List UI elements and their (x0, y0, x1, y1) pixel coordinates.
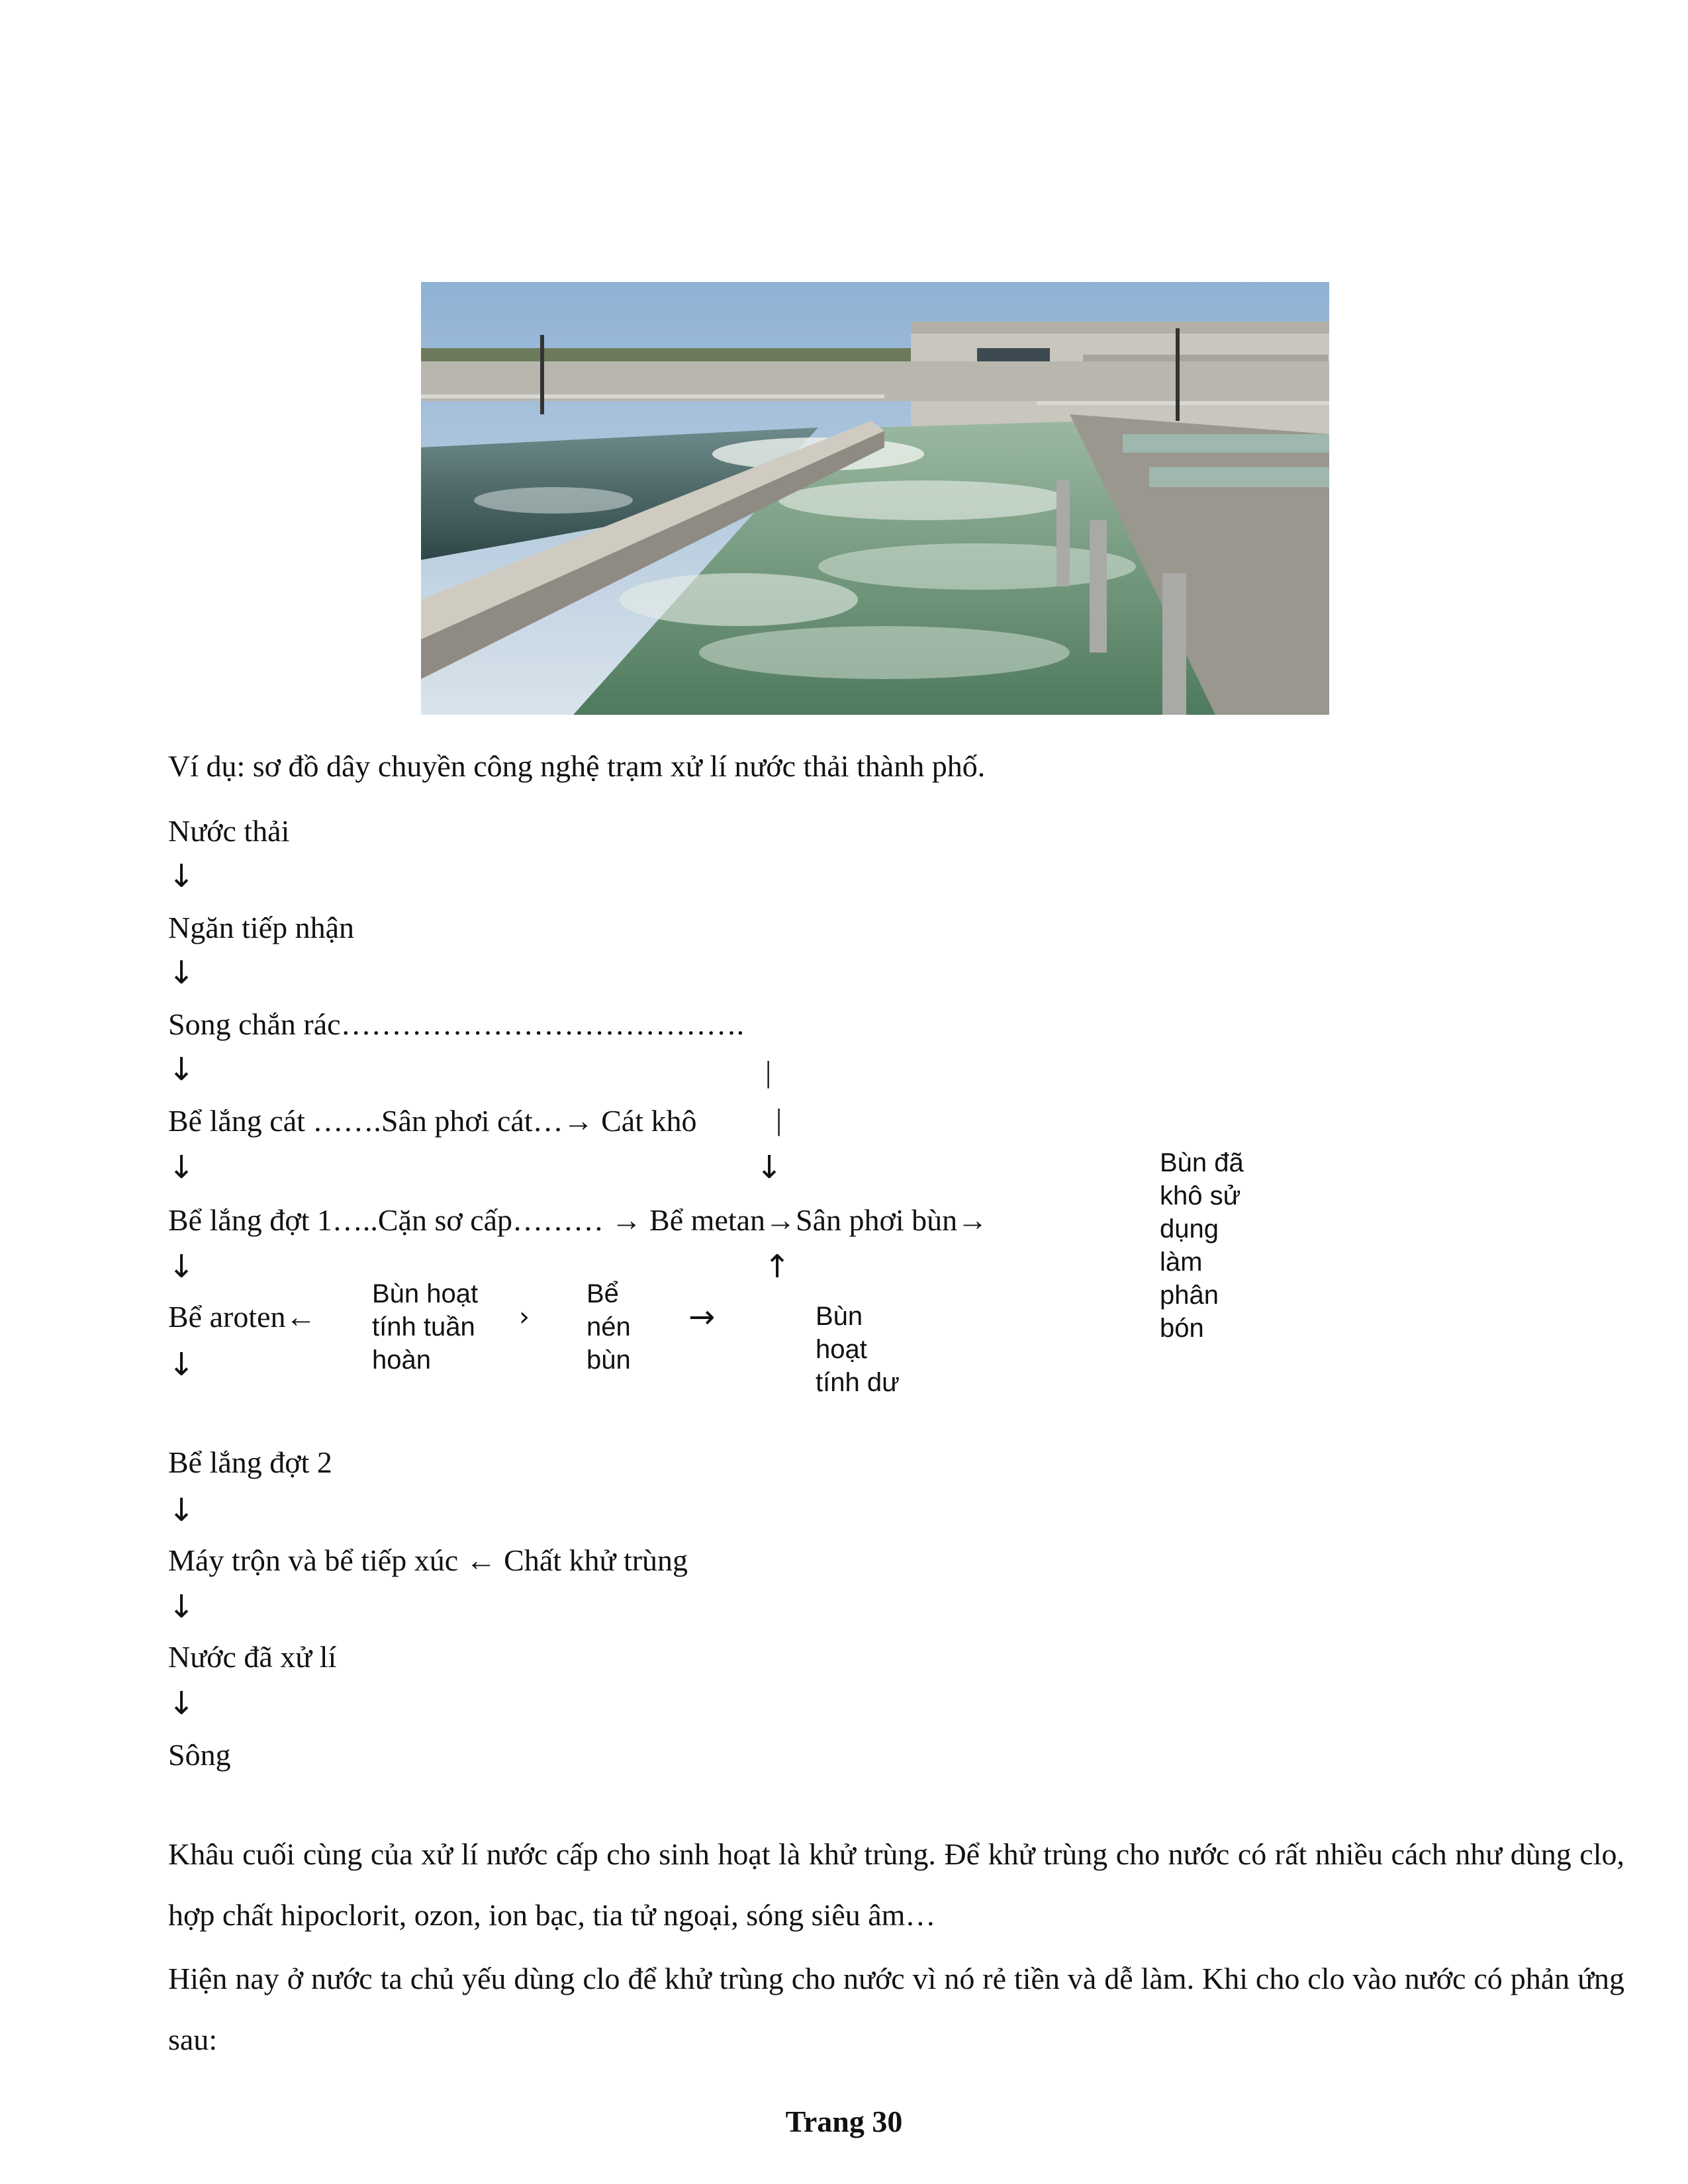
wastewater-aeration-tank-photo (421, 282, 1329, 715)
flow-node-aerotank: Bể aroten← (168, 1300, 316, 1334)
down-arrow-icon: ↓ (168, 954, 195, 991)
flow-node-receiving-chamber: Ngăn tiếp nhận (168, 911, 355, 944)
box-sludge-thickener: Bể nén bùn (586, 1279, 631, 1375)
flow-node-treated-water: Nước đã xử lí (168, 1640, 337, 1674)
down-arrow-icon: ↓ (168, 1051, 195, 1088)
down-arrow-icon: ↓ (168, 1685, 195, 1722)
up-arrow-icon: ↑ (764, 1248, 791, 1285)
down-arrow-icon: ↓ (756, 1149, 783, 1186)
right-arrow-icon: › (519, 1302, 530, 1332)
flow-node-raw-wastewater: Nước thải (168, 814, 290, 848)
flow-node-primary-clarifier: Bể lắng đợt 1…..Cặn sơ cấp……… → Bể metan→Sân phơi bùn→ (168, 1203, 988, 1237)
down-arrow-icon: ↓ (168, 858, 195, 895)
right-arrow-icon: → (688, 1298, 716, 1336)
flow-node-grit-chamber: Bể lắng cát …….Sân phơi cát…→ Cát khô (168, 1104, 697, 1138)
down-arrow-icon: ↓ (168, 1588, 195, 1625)
down-arrow-icon: ↓ (168, 1248, 195, 1285)
down-arrow-icon: ↓ (168, 1346, 195, 1383)
down-arrow-icon: ↓ (168, 1149, 195, 1186)
flow-node-river: Sông (168, 1738, 231, 1772)
box-return-activated-sludge: Bùn hoạt tính tuần hoàn (372, 1279, 479, 1375)
diagram-caption: Ví dụ: sơ đồ dây chuyền công nghệ trạm xử lí nước thải thành phố. (168, 749, 986, 783)
box-excess-activated-sludge: Bùn hoạt tính dư (816, 1302, 900, 1397)
connector-bar: | (765, 1055, 772, 1089)
flow-node-secondary-clarifier: Bể lắng đợt 2 (168, 1445, 332, 1479)
paragraph-chlorine: Hiện nay ở nước ta chủ yếu dùng clo để khử trùng cho nước vì nó rẻ tiền và dễ làm. Khi cho clo vào nước có phản ứng sau: (168, 1962, 1624, 2056)
connector-bar: | (776, 1103, 782, 1136)
page-number: Trang 30 (785, 2105, 903, 2138)
box-dried-sludge-fertilizer: Bùn đã khô sử dụng làm phân bón (1160, 1148, 1244, 1343)
flow-node-mixer-contact-tank: Máy trộn và bể tiếp xúc ← Chất khử trùng (168, 1543, 688, 1577)
flow-node-screen: Song chắn rác…………………………………. (168, 1007, 745, 1041)
down-arrow-icon: ↓ (168, 1492, 195, 1529)
paragraph-disinfection: Khâu cuối cùng của xử lí nước cấp cho sinh hoạt là khử trùng. Để khử trùng cho nước có rất nhiều cách như dùng clo, hợp chất hipoclorit, ozon, ion bạc, tia tử ngoại, sóng siêu âm… (168, 1837, 1624, 1932)
